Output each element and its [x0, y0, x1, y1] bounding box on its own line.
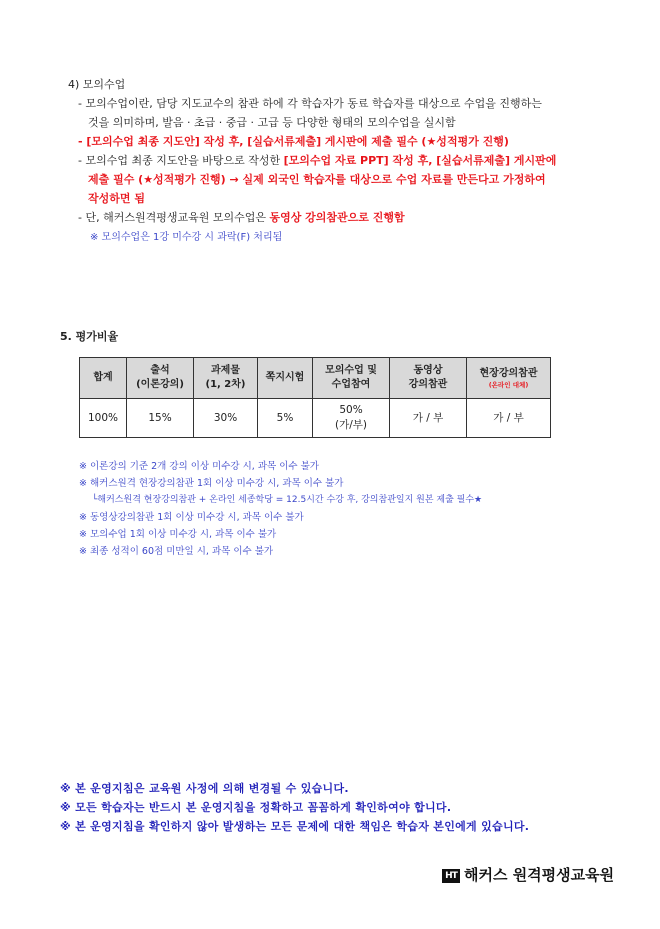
bullet4-red: 동영상 강의참관으로 진행함 — [269, 211, 405, 224]
header-mock-class — [313, 358, 390, 399]
hackers-logo-mark-icon: HT — [442, 869, 460, 883]
header-quiz — [258, 358, 313, 399]
bullet3-red1: [모의수업 자료 PPT] 작성 후, [실습서류제출] 게시판에 — [283, 154, 557, 167]
grade-note-6: ※ 최종 성적이 60점 미만일 시, 과목 이수 불가 — [79, 546, 274, 557]
header-attendance — [127, 358, 194, 399]
bullet3-line1 — [78, 151, 556, 170]
value-quiz: 5% — [258, 399, 313, 438]
header-total-label: 합계 — [93, 372, 113, 383]
footer-line-1: ※ 본 운영지침은 교육원 사정에 의해 변경될 수 있습니다. — [60, 782, 349, 795]
hackers-logo — [442, 864, 614, 885]
value-video-observation: 가 / 부 — [390, 399, 467, 438]
value-field-observation: 가 / 부 — [467, 399, 551, 438]
footer-line-2: ※ 모든 학습자는 반드시 본 운영지침을 정확하고 꼼꼼하게 확인하여야 합니다. — [60, 801, 452, 814]
bullet1-line1: - 모의수업이란, 담당 지도교수의 참관 하에 각 학습자가 동료 학습자를 대상으로 수업을 진행하는 — [78, 97, 542, 110]
header-video-observation — [390, 358, 467, 399]
header-video-l2: 강의참관 — [408, 379, 448, 390]
grade-note-2: ※ 해커스원격 현장강의참관 1회 이상 미수강 시, 과목 이수 불가 — [79, 478, 344, 489]
value-mock-class-l1: 50% — [339, 404, 363, 416]
header-field-l1: 현장강의참관 — [479, 367, 538, 379]
header-mock-class-l1: 모의수업 및 — [325, 365, 377, 376]
hackers-logo-text: 해커스 원격평생교육원 — [464, 866, 615, 884]
header-total — [80, 358, 127, 399]
header-attendance-l2: (이론강의) — [136, 379, 184, 390]
header-video-l1: 동영상 — [413, 365, 443, 376]
grade-table — [79, 357, 551, 438]
section4-note: ※ 모의수업은 1강 미수강 시 과락(F) 처리됨 — [90, 232, 283, 243]
bullet1-line2: 것을 의미하며, 발음 · 초급 · 중급 · 고급 등 다양한 형태의 모의수업을 실시함 — [88, 116, 456, 129]
bullet3-line3: 작성하면 됨 — [88, 192, 145, 205]
value-attendance: 15% — [127, 399, 194, 438]
grade-note-5: ※ 모의수업 1회 이상 미수강 시, 과목 이수 불가 — [79, 529, 277, 540]
header-assignment-l2: (1, 2차) — [205, 379, 246, 390]
bullet3-line2: 제출 필수 (★성적평가 진행) → 실제 외국인 학습자를 대상으로 수업 자료를 만든다고 가정하여 — [88, 173, 546, 186]
bullet4 — [78, 208, 405, 227]
header-field-l2: (온라인 대체) — [488, 380, 529, 389]
bullet2: - [모의수업 최종 지도안] 작성 후, [실습서류제출] 게시판에 제출 필수 (★성적평가 진행) — [78, 135, 509, 148]
value-mock-class — [313, 399, 390, 438]
grade-note-3: └해커스원격 현장강의참관 + 온라인 세종학당 = 12.5시간 수강 후, 강의참관일지 원본 제출 필수★ — [92, 495, 483, 505]
header-attendance-l1: 출석 — [150, 365, 170, 376]
value-assignment: 30% — [194, 399, 258, 438]
value-mock-class-l2: (가/부) — [334, 419, 368, 431]
grade-note-4: ※ 동영상강의참관 1회 이상 미수강 시, 과목 이수 불가 — [79, 512, 304, 523]
section5-heading: 5. 평가비율 — [60, 330, 119, 343]
footer-line-3: ※ 본 운영지침을 확인하지 않아 발생하는 모든 문제에 대한 책임은 학습자 본인에게 있습니다. — [60, 820, 530, 833]
header-mock-class-l2: 수업참여 — [331, 379, 371, 390]
grade-note-1: ※ 이론강의 기준 2개 강의 이상 미수강 시, 과목 이수 불가 — [79, 461, 319, 472]
header-assignment-l1: 과제물 — [211, 365, 240, 376]
bullet4-prefix: - 단, 해커스원격평생교육원 모의수업은 — [78, 211, 270, 224]
section4-heading: 4) 모의수업 — [68, 78, 126, 91]
grade-table-header-row — [80, 358, 551, 399]
bullet3-prefix: - 모의수업 최종 지도안을 바탕으로 작성한 — [78, 154, 284, 167]
header-quiz-label: 쪽지시험 — [265, 372, 305, 383]
grade-table-value-row — [80, 399, 551, 438]
header-field-observation — [467, 358, 551, 399]
header-assignment — [194, 358, 258, 399]
value-total: 100% — [80, 399, 127, 438]
